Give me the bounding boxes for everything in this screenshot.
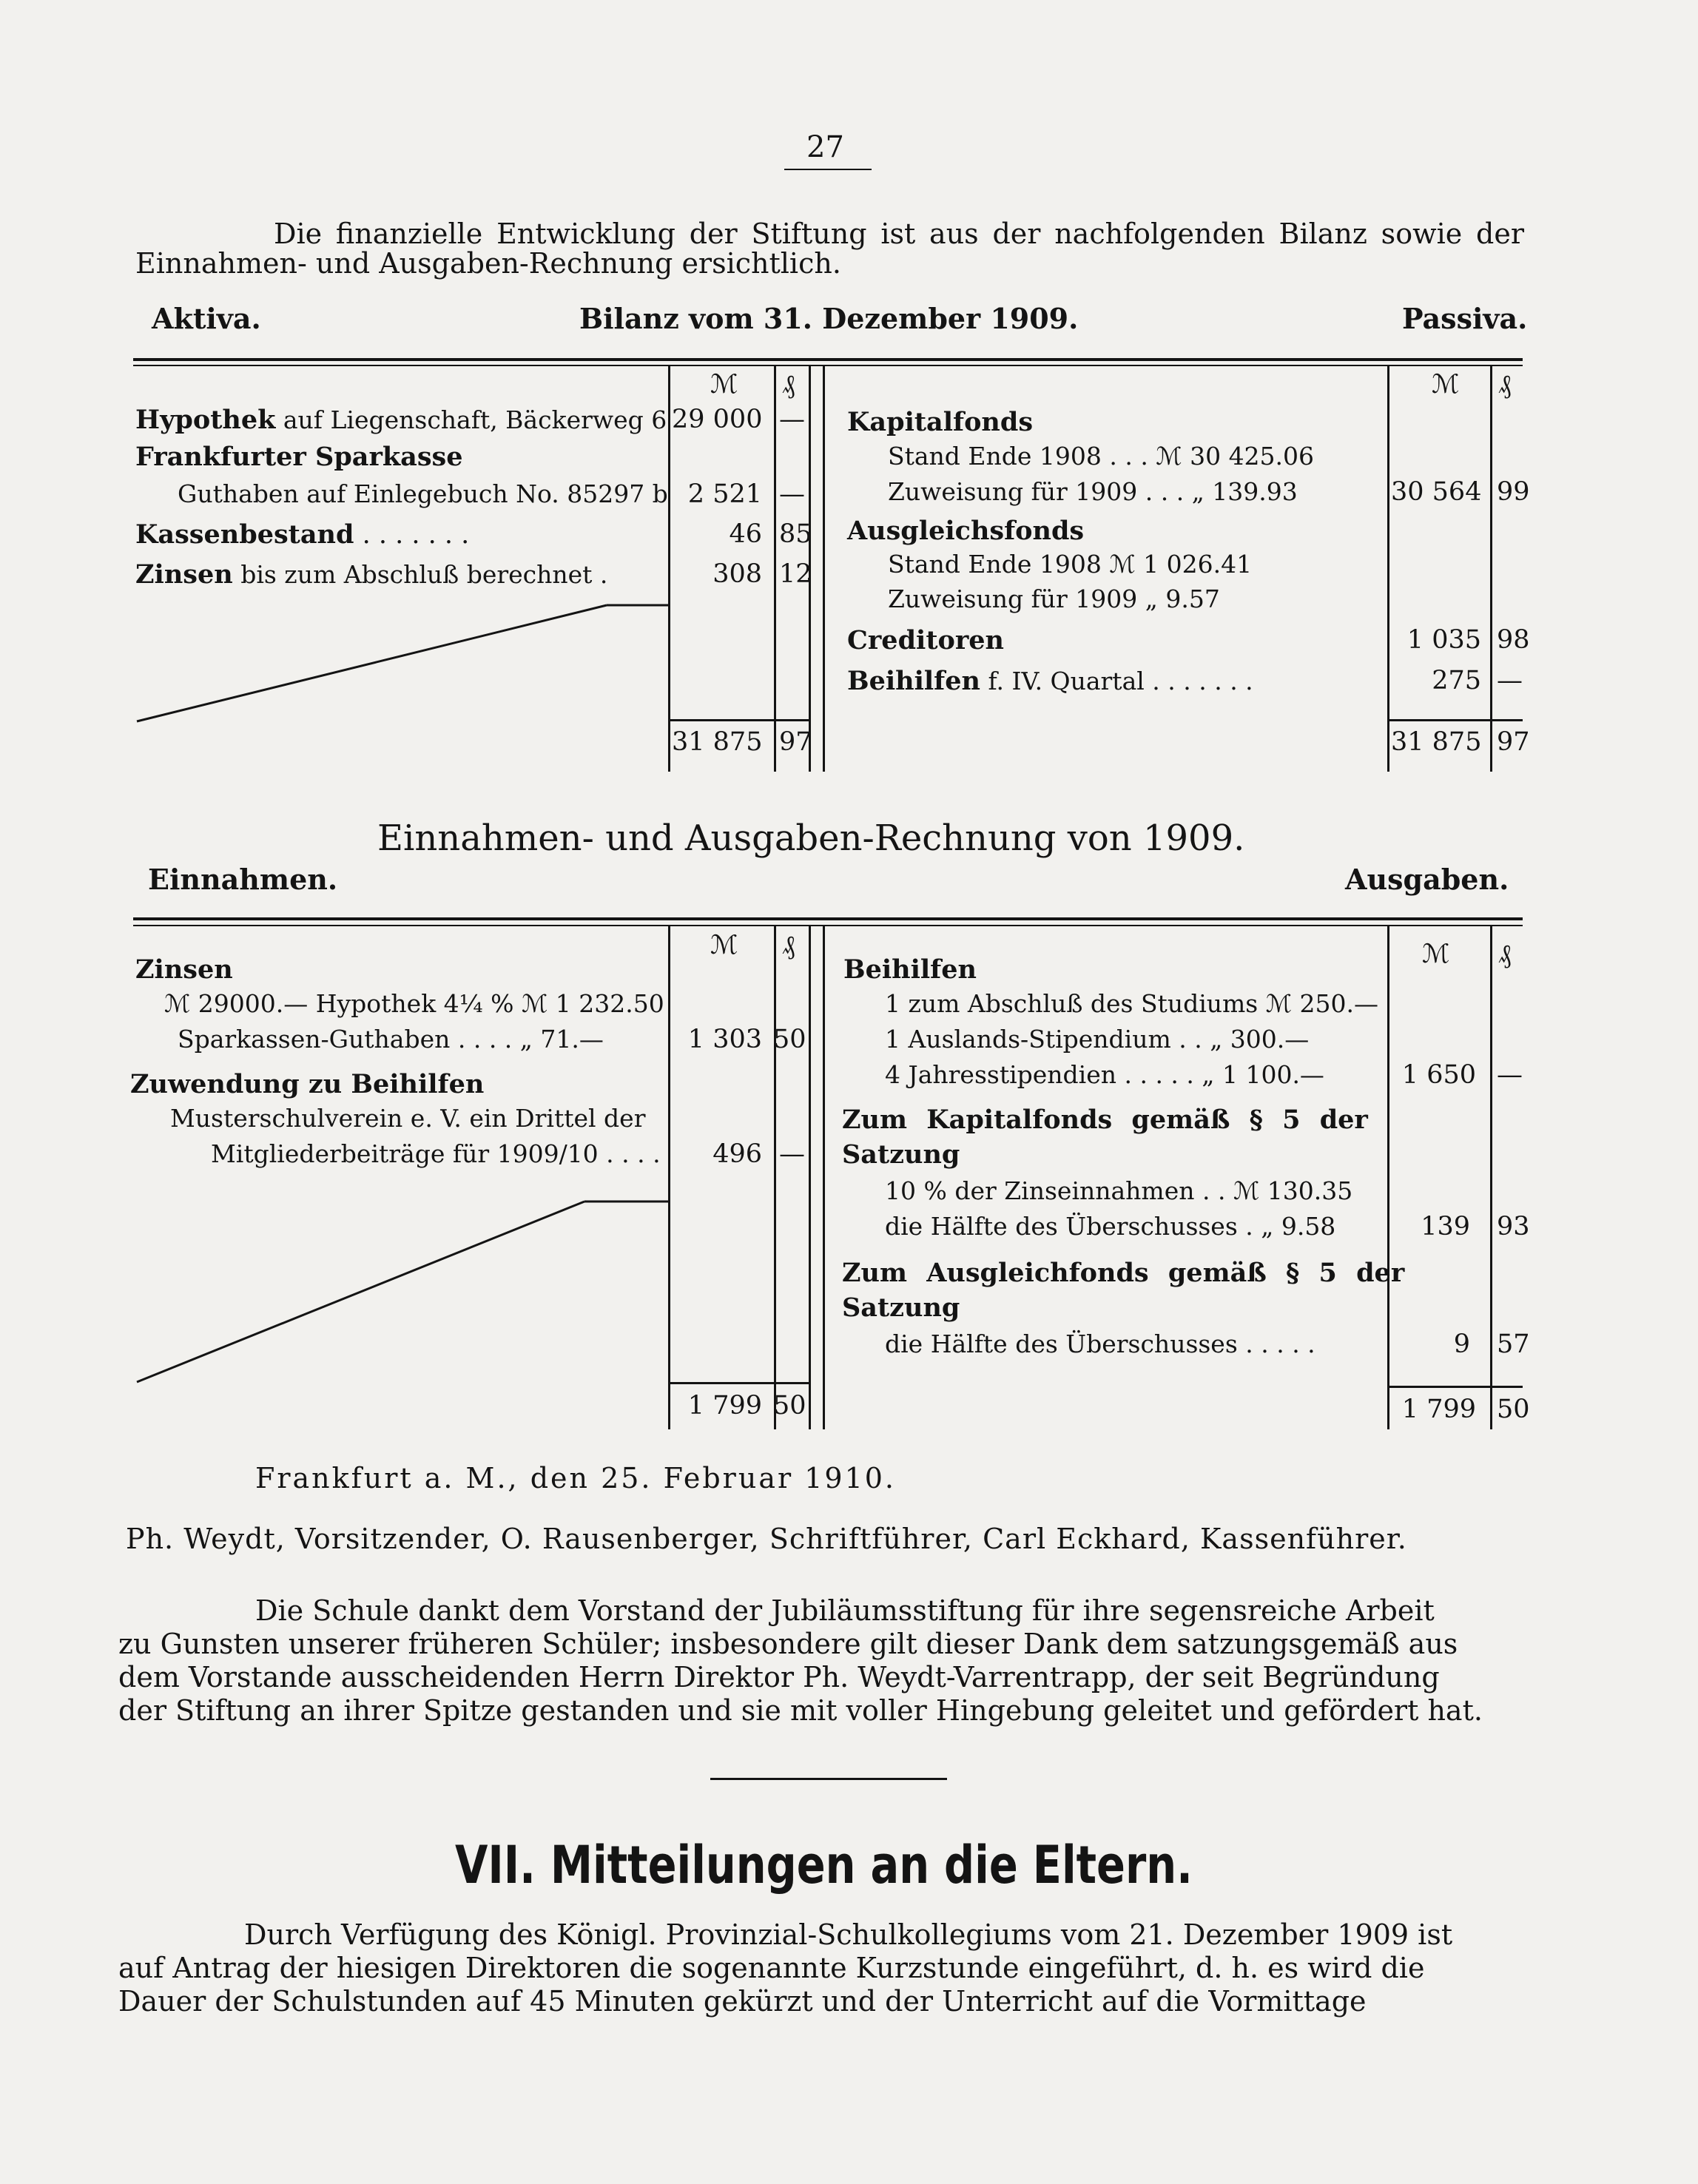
passiva-beih-text: f. IV. Quartal . . . . . . . — [980, 667, 1253, 695]
passiva-label: Passiva. — [1402, 302, 1528, 335]
aktiva-row-bold: Zinsen — [135, 559, 233, 590]
einnahmen-zuw-line: Mitgliederbeiträge für 1909/10 . . . . — [211, 1139, 661, 1168]
aktiva-row-bold: Hypothek — [135, 405, 276, 435]
aktiva-pf: 85 — [779, 519, 812, 549]
ausgaben-aus-head: Satzung — [842, 1292, 960, 1323]
ausgaben-label: Ausgaben. — [1345, 863, 1509, 896]
passiva-kapital-amount: 30 564 — [1391, 477, 1482, 507]
ausgaben-aus-line: die Hälfte des Überschusses . . . . . — [885, 1329, 1315, 1358]
aktiva-label: Aktiva. — [152, 302, 261, 335]
bilanz-col-rule — [774, 366, 776, 772]
einnahmen-zinsen-pf: 50 — [773, 1025, 806, 1054]
page-number: 27 — [806, 130, 844, 164]
rechnung-mark-header: ℳ — [710, 931, 738, 960]
passiva-total-pf: 97 — [1497, 727, 1530, 757]
final-line: Dauer der Schulstunden auf 45 Minuten gekürzt und der Unterricht auf die Vormittage — [118, 1985, 1367, 2018]
thanks-line: Die Schule dankt dem Vorstand der Jubiläumsstiftung für ihre segensreiche Arbeit — [255, 1594, 1435, 1627]
ausgaben-kap-head: Zum Kapitalfonds gemäß § 5 der — [842, 1105, 1368, 1135]
thanks-line: zu Gunsten unserer früheren Schüler; insbesondere gilt dieser Dank dem satzungsgemäß aus — [118, 1628, 1458, 1660]
ausgaben-beih-line: 4 Jahresstipendien . . . . . „ 1 100.— — [885, 1060, 1324, 1089]
ausgaben-beih-head: Beihilfen — [843, 954, 977, 985]
rechnung-top-rule — [133, 917, 1523, 920]
ausgaben-beih-amount: 1 650 — [1401, 1060, 1476, 1090]
aktiva-amount: 2 521 — [687, 479, 762, 509]
aktiva-row: Guthaben auf Einlegebuch No. 85297 b — [178, 479, 668, 508]
ausgaben-kap-amount: 139 — [1421, 1212, 1470, 1241]
aktiva-total-pf: 97 — [779, 727, 812, 757]
passiva-total-rule — [1387, 719, 1523, 721]
einnahmen-zinsen-line: Sparkassen-Guthaben . . . . „ 71.— — [178, 1025, 604, 1054]
ausgaben-kap-pf: 93 — [1497, 1212, 1530, 1241]
aktiva-total-amount: 31 875 — [672, 727, 763, 757]
rechnung-col-rule — [1490, 926, 1492, 1429]
section-title: VII. Mitteilungen an die Eltern. — [455, 1835, 1193, 1895]
rechnung-top-rule-thin — [133, 925, 1523, 926]
rechnung-col-rule — [823, 926, 825, 1429]
rechnung-filler-line — [137, 1201, 584, 1382]
rechnung-title: Einnahmen- und Ausgaben-Rechnung von 1909. — [377, 818, 1245, 859]
ausgaben-total-amount: 1 799 — [1401, 1395, 1476, 1424]
thanks-line: der Stiftung an ihrer Spitze gestanden und sie mit voller Hingebung geleitet und gefördert hat. — [118, 1694, 1483, 1727]
einnahmen-zinsen-head: Zinsen — [135, 954, 233, 985]
aktiva-pf: 12 — [779, 559, 812, 589]
passiva-beih-amount: 275 — [1432, 666, 1481, 695]
ausgaben-aus-amount: 9 — [1453, 1329, 1470, 1359]
einnahmen-zuw-line: Musterschulverein e. V. ein Drittel der — [170, 1104, 646, 1133]
aktiva-row-text: . . . . . . . — [354, 520, 470, 550]
section-separator — [710, 1778, 947, 1780]
ausgaben-total-pf: 50 — [1497, 1395, 1530, 1424]
bilanz-filler-line — [137, 605, 607, 721]
einnahmen-label: Einnahmen. — [148, 863, 338, 896]
bilanz-col-rule — [668, 366, 670, 772]
aktiva-row — [135, 519, 469, 550]
final-line: Durch Verfügung des Königl. Provinzial-Schulkollegiums vom 21. Dezember 1909 ist — [244, 1918, 1453, 1951]
passiva-cred-head: Creditoren — [847, 625, 1004, 655]
passiva-kapital-pf: 99 — [1497, 477, 1530, 507]
rechnung-col-rule — [809, 926, 811, 1429]
einnahmen-total-rule — [668, 1382, 811, 1384]
einnahmen-zuw-head: Zuwendung zu Beihilfen — [130, 1069, 485, 1099]
aktiva-row: Frankfurter Sparkasse — [135, 442, 463, 472]
ausgaben-kap-line: 10 % der Zinseinnahmen . . ℳ 130.35 — [885, 1176, 1353, 1205]
intro-line-2: Einnahmen- und Ausgaben-Rechnung ersichtlich. — [135, 247, 841, 280]
bilanz-mark-header-right: ℳ — [1432, 370, 1460, 400]
aktiva-amount: 29 000 — [672, 405, 763, 434]
passiva-kapital-line: Zuweisung für 1909 . . . „ 139.93 — [888, 477, 1298, 506]
aktiva-amount: 46 — [729, 519, 762, 549]
passiva-beih-row — [847, 666, 1253, 696]
aktiva-row — [135, 559, 607, 590]
passiva-ausgleich-line: Stand Ende 1908 ℳ 1 026.41 — [888, 550, 1253, 579]
bilanz-title: Bilanz vom 31. Dezember 1909. — [579, 302, 1079, 335]
ausgaben-kap-line: die Hälfte des Überschusses . „ 9.58 — [885, 1212, 1336, 1241]
einnahmen-zinsen-amount: 1 303 — [687, 1025, 762, 1054]
page-number-rule — [784, 169, 872, 170]
rechnung-pf-header-right: ₰ — [1498, 940, 1512, 969]
aktiva-row-text: auf Liegenschaft, Bäckerweg 6 — [275, 405, 667, 434]
einnahmen-zuw-pf: — — [779, 1139, 805, 1169]
bilanz-col-rule — [1387, 366, 1389, 772]
bilanz-top-rule-thin — [133, 365, 1523, 366]
thanks-line: dem Vorstande ausscheidenden Herrn Direktor Ph. Weydt-Varrentrapp, der seit Begründung — [118, 1661, 1440, 1693]
bilanz-pf-header: ₰ — [782, 370, 795, 400]
bilanz-mark-header: ℳ — [710, 370, 738, 400]
rechnung-col-rule — [1387, 926, 1389, 1429]
place-date: Frankfurt a. M., den 25. Februar 1910. — [255, 1462, 897, 1494]
passiva-ausgleich-line: Zuweisung für 1909 „ 9.57 — [888, 584, 1220, 613]
rechnung-pf-header: ₰ — [782, 931, 795, 960]
intro-line-1: Die finanzielle Entwicklung der Stiftung ist aus der nachfolgenden Bilanz sowie der — [274, 218, 1524, 250]
passiva-cred-pf: 98 — [1497, 625, 1530, 655]
passiva-kapital-line: Stand Ende 1908 . . . ℳ 30 425.06 — [888, 442, 1315, 471]
aktiva-row-bold: Kassenbestand — [135, 519, 354, 550]
final-line: auf Antrag der hiesigen Direktoren die sogenannte Kurzstunde eingeführt, d. h. es wird die — [118, 1952, 1425, 1984]
rechnung-col-rule — [774, 926, 776, 1429]
passiva-beih-pf: — — [1497, 666, 1523, 695]
ausgaben-beih-line: 1 Auslands-Stipendium . . „ 300.— — [885, 1025, 1310, 1054]
rechnung-mark-header-right: ℳ — [1422, 940, 1450, 969]
einnahmen-total-pf: 50 — [773, 1391, 806, 1420]
aktiva-pf: — — [779, 479, 805, 509]
ausgaben-beih-line: 1 zum Abschluß des Studiums ℳ 250.— — [885, 989, 1378, 1018]
bilanz-col-rule — [823, 366, 825, 772]
aktiva-row — [135, 405, 667, 435]
aktiva-amount: 308 — [712, 559, 762, 589]
signatures: Ph. Weydt, Vorsitzender, O. Rausenberger, Schriftführer, Carl Eckhard, Kassenführer. — [126, 1523, 1407, 1555]
aktiva-row-text: bis zum Abschluß berechnet . — [232, 560, 608, 589]
einnahmen-zuw-amount: 496 — [712, 1139, 762, 1169]
ausgaben-aus-head: Zum Ausgleichfonds gemäß § 5 der — [842, 1258, 1405, 1288]
passiva-beih-head: Beihilfen — [847, 666, 980, 696]
bilanz-pf-header-right: ₰ — [1498, 370, 1512, 400]
rechnung-col-rule — [668, 926, 670, 1429]
passiva-ausgleich-head: Ausgleichsfonds — [847, 516, 1085, 546]
ausgaben-aus-pf: 57 — [1497, 1329, 1530, 1359]
einnahmen-total-amount: 1 799 — [687, 1391, 762, 1420]
ausgaben-kap-head: Satzung — [842, 1139, 960, 1170]
aktiva-total-rule — [668, 719, 811, 721]
passiva-kapital-head: Kapitalfonds — [847, 407, 1034, 437]
bilanz-top-rule — [133, 358, 1523, 361]
einnahmen-zinsen-line: ℳ 29000.— Hypothek 4¼ % ℳ 1 232.50 — [164, 989, 664, 1018]
passiva-cred-amount: 1 035 — [1406, 625, 1481, 655]
passiva-total-amount: 31 875 — [1391, 727, 1482, 757]
aktiva-pf: — — [779, 405, 805, 434]
bilanz-col-rule — [1490, 366, 1492, 772]
ausgaben-total-rule — [1387, 1386, 1523, 1388]
ausgaben-beih-pf: — — [1497, 1060, 1523, 1090]
